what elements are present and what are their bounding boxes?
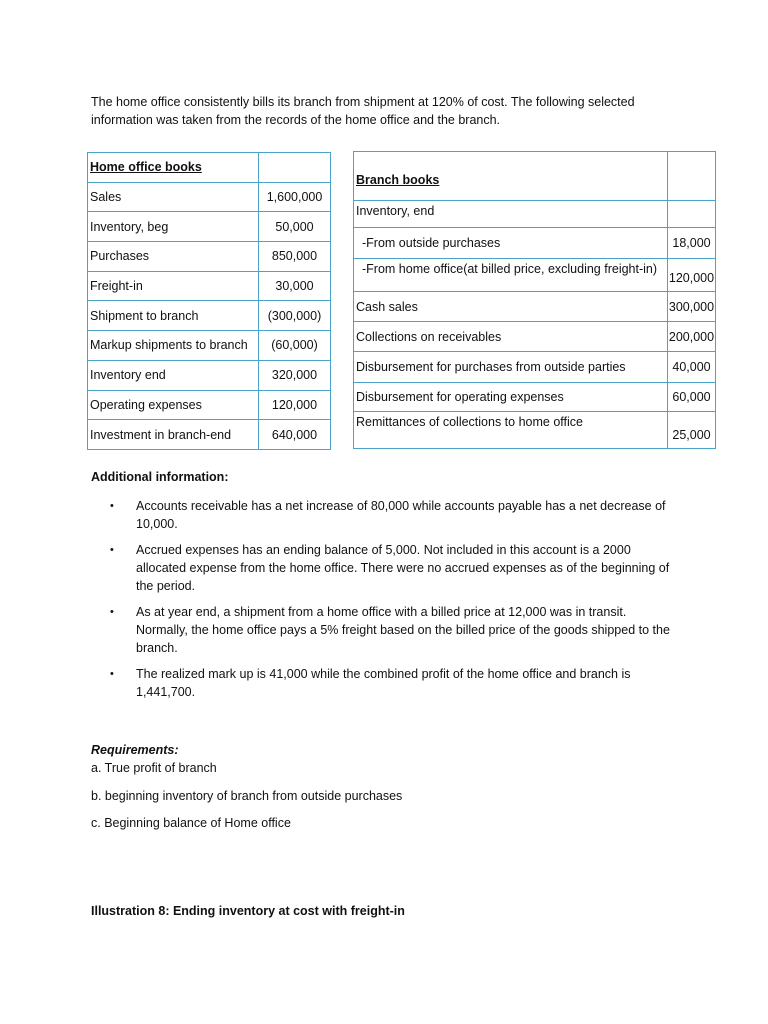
requirements-title: Requirements:: [91, 743, 179, 757]
home-office-table: [87, 152, 331, 450]
list-item-text: Accrued expenses has an ending balance of 5,000. Not included in this account is a 2000 allocated expense from the home office. There were no accrued expenses as of the beginning of the period.: [136, 543, 670, 593]
table-row: [354, 228, 716, 259]
table-row: [88, 153, 331, 183]
table-row: [88, 212, 331, 242]
row-label: Investment in branch-end: [88, 420, 259, 450]
requirement-c: c. Beginning balance of Home office: [91, 816, 291, 830]
bullet-icon: •: [110, 500, 114, 512]
list-item-text: As at year end, a shipment from a home office with a billed price at 12,000 was in transit. Normally, the home office pays a 5% freight based on the billed price of the goods shipped to the branch.: [136, 605, 670, 655]
table-row: [88, 271, 331, 301]
table-row: [354, 201, 716, 228]
row-value: 1,600,000: [259, 182, 331, 212]
row-label: Operating expenses: [88, 390, 259, 420]
bullet-icon: •: [110, 668, 114, 680]
row-value: 200,000: [668, 322, 716, 352]
row-label: Sales: [88, 182, 259, 212]
row-value: 120,000: [668, 259, 716, 292]
row-label: Disbursement for purchases from outside parties: [354, 352, 668, 383]
table-row: [88, 420, 331, 450]
list-item: [110, 541, 680, 595]
table-row: [354, 352, 716, 383]
row-label: Purchases: [88, 242, 259, 272]
table-row: [88, 390, 331, 420]
row-label: Inventory, end: [354, 201, 668, 228]
requirement-b: b. beginning inventory of branch from outside purchases: [91, 789, 403, 803]
home-office-title-cell: [88, 153, 259, 183]
table-row: [354, 412, 716, 449]
branch-title: Branch books: [356, 173, 440, 187]
row-label: Collections on receivables: [354, 322, 668, 352]
row-label-text: -From outside purchases: [362, 236, 501, 250]
row-value: (300,000): [259, 301, 331, 331]
table-row: [354, 292, 716, 322]
list-item-text: Accounts receivable has a net increase of 80,000 while accounts payable has a net decrease of 10,000.: [136, 499, 666, 531]
additional-info-title: Additional information:: [91, 470, 229, 484]
row-value: 320,000: [259, 360, 331, 390]
row-label: Freight-in: [88, 271, 259, 301]
list-item: [110, 603, 680, 657]
bullet-icon: •: [110, 606, 114, 618]
row-label: Remittances of collections to home office: [354, 412, 668, 449]
row-label-text: -From home office(at billed price, excluding freight-in): [362, 262, 658, 276]
list-item: [110, 665, 680, 701]
branch-table: [353, 151, 716, 449]
row-value: 18,000: [668, 228, 716, 259]
row-value: 640,000: [259, 420, 331, 450]
row-value: 40,000: [668, 352, 716, 383]
table-row: [88, 301, 331, 331]
row-label: Inventory end: [88, 360, 259, 390]
row-value: 30,000: [259, 271, 331, 301]
table-row: [354, 383, 716, 412]
row-label: [354, 228, 668, 259]
empty-cell: [259, 153, 331, 183]
row-value: 300,000: [668, 292, 716, 322]
list-item: [110, 497, 680, 533]
row-value: 50,000: [259, 212, 331, 242]
row-value: 120,000: [259, 390, 331, 420]
table-row: [88, 331, 331, 361]
table-row: [354, 259, 716, 292]
home-office-title: Home office books: [90, 160, 202, 175]
additional-info-list: [110, 497, 680, 709]
row-value: 850,000: [259, 242, 331, 272]
row-label: Shipment to branch: [88, 301, 259, 331]
row-label: [354, 259, 668, 292]
row-value: 60,000: [668, 383, 716, 412]
row-label: Cash sales: [354, 292, 668, 322]
requirement-a: a. True profit of branch: [91, 761, 217, 775]
empty-cell: [668, 152, 716, 201]
intro-paragraph: The home office consistently bills its branch from shipment at 120% of cost. The following selected information was taken from the records of the home office and the branch.: [91, 95, 635, 127]
row-value: [668, 201, 716, 228]
branch-title-cell: [354, 152, 668, 201]
table-row: [88, 242, 331, 272]
list-item-text: The realized mark up is 41,000 while the combined profit of the home office and branch is 1,441,700.: [136, 667, 631, 699]
row-label: Disbursement for operating expenses: [354, 383, 668, 412]
illustration-heading: Illustration 8: Ending inventory at cost with freight-in: [91, 904, 405, 918]
row-label: Markup shipments to branch: [88, 331, 259, 361]
table-row: [354, 322, 716, 352]
row-value: (60,000): [259, 331, 331, 361]
row-label: Inventory, beg: [88, 212, 259, 242]
table-row: [354, 152, 716, 201]
row-value: 25,000: [668, 412, 716, 449]
table-row: [88, 360, 331, 390]
table-row: [88, 182, 331, 212]
bullet-icon: •: [110, 544, 114, 556]
